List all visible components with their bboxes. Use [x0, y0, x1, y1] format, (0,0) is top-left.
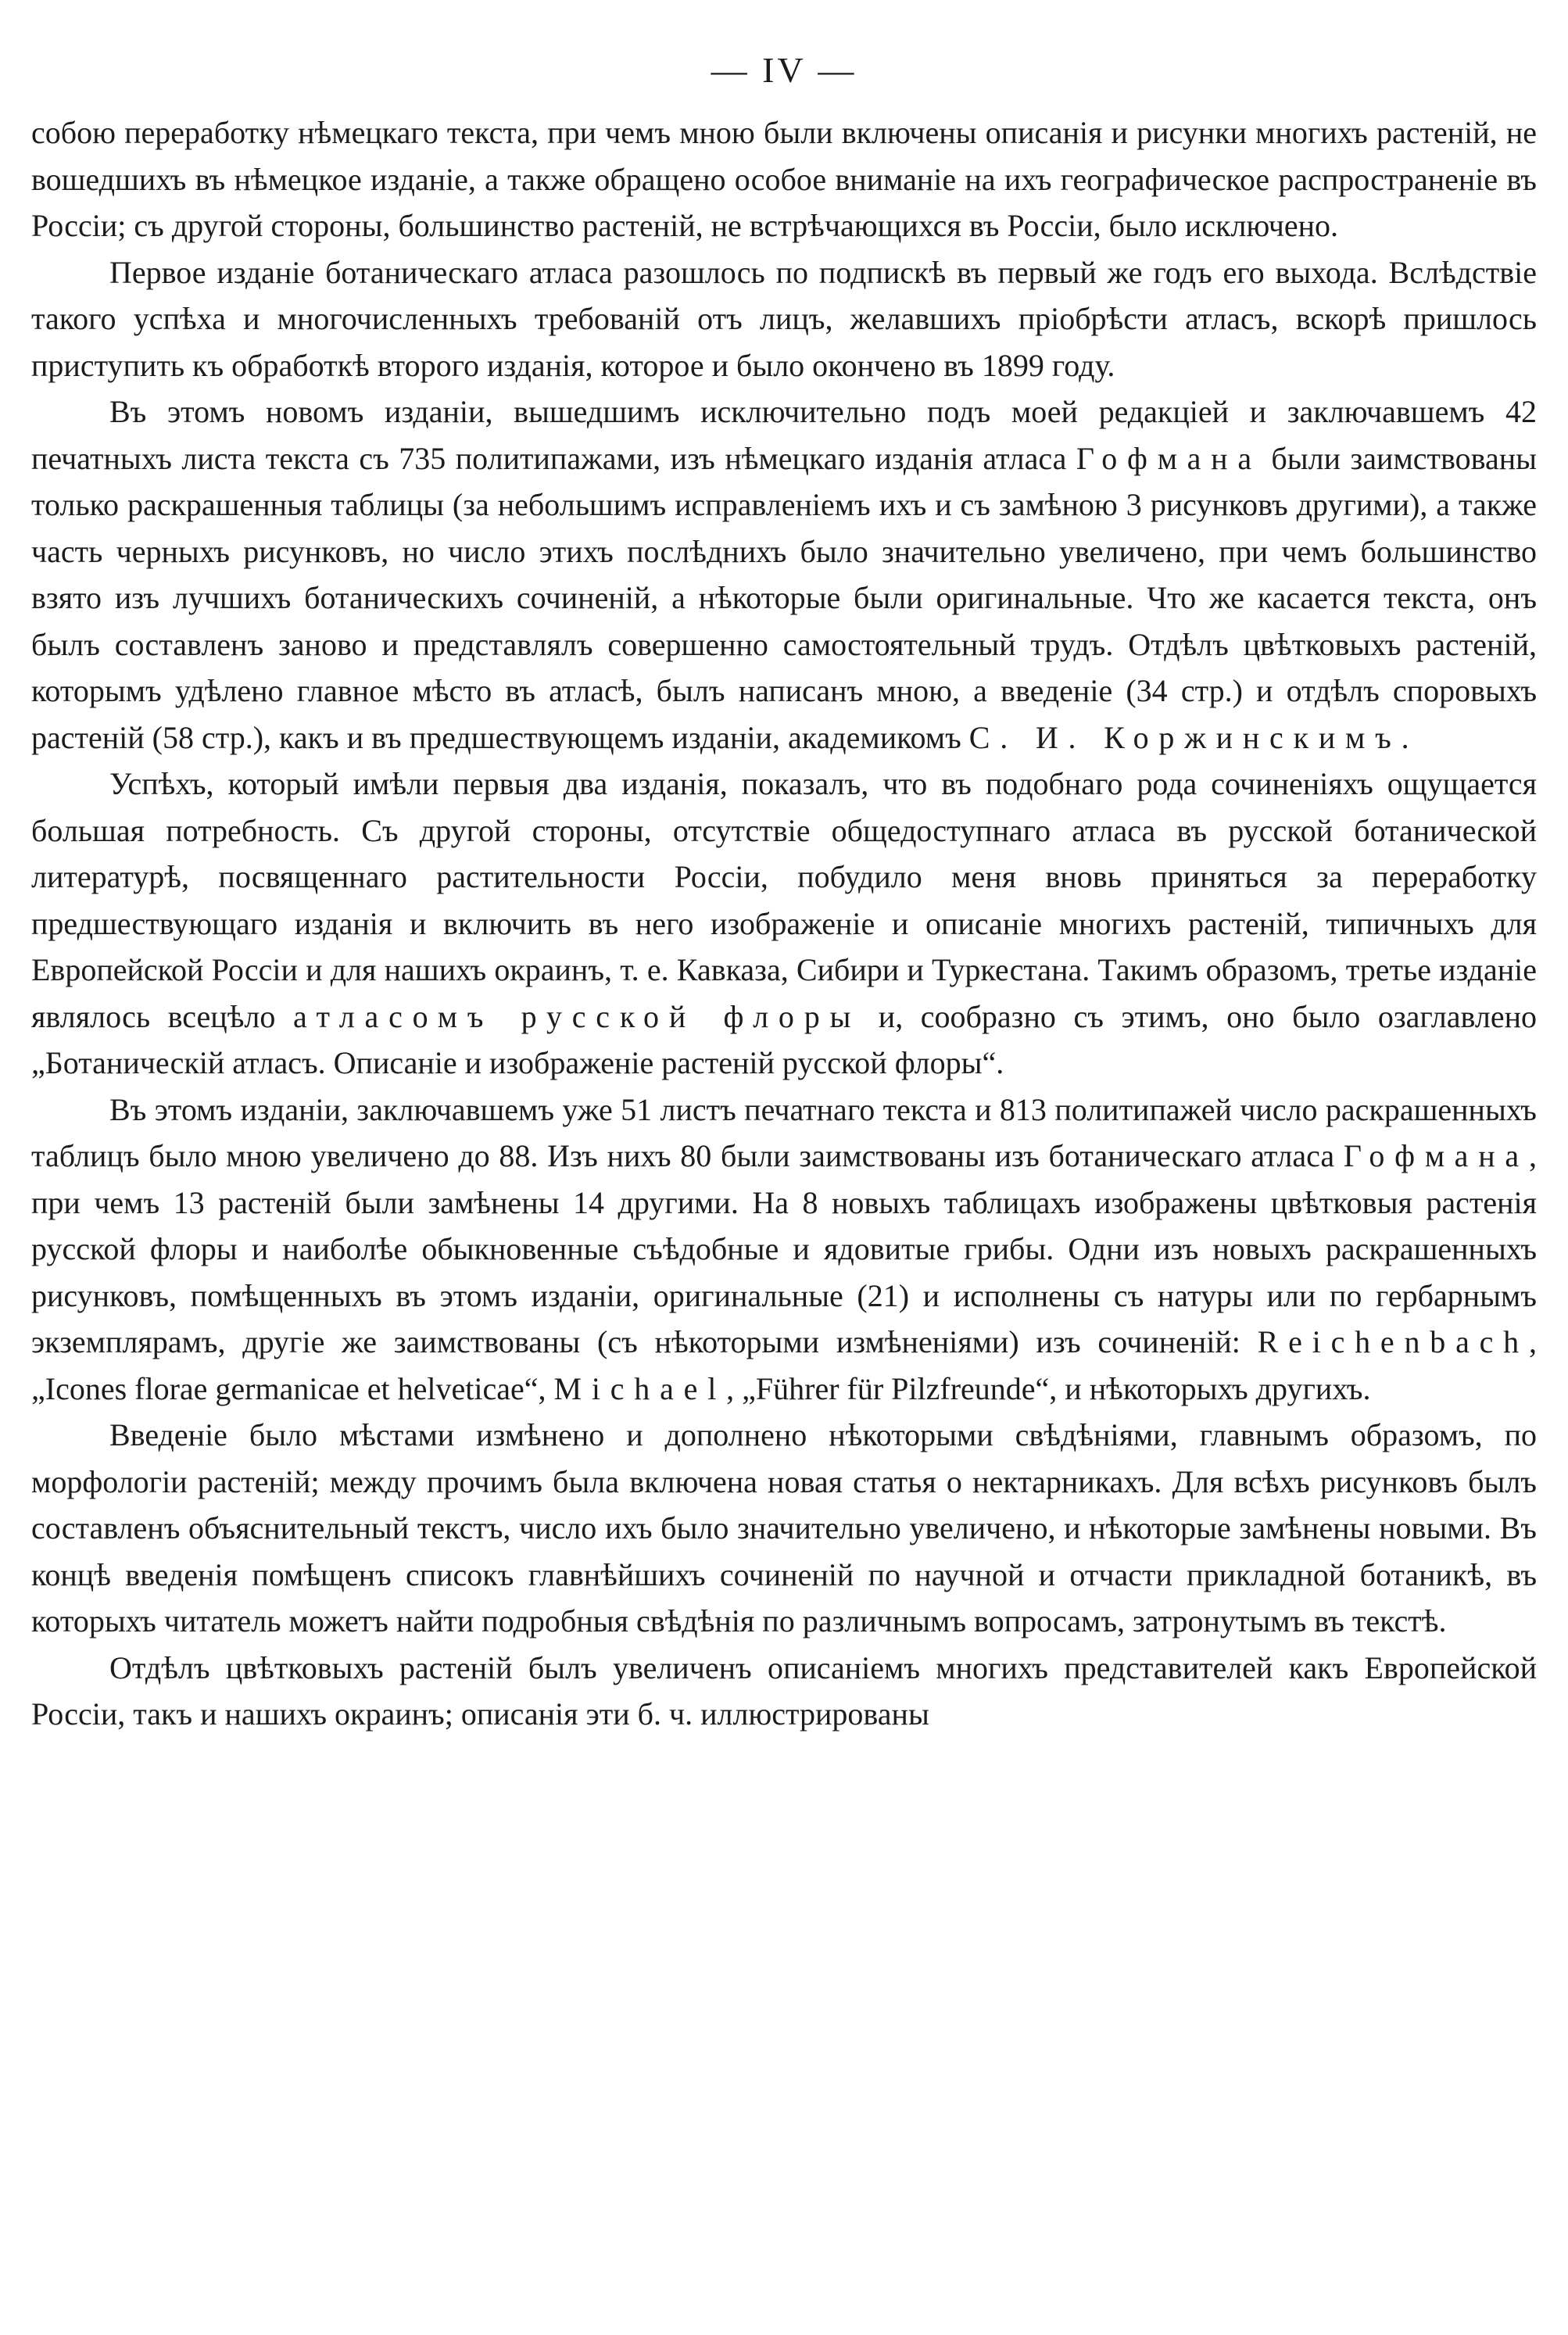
paragraph-text: , „Führer für Pilzfreunde“, и нѣкоторыхъ другихъ.	[726, 1370, 1371, 1406]
paragraph-text: , при чемъ 13 растеній были замѣнены 14 другими. На 8 новыхъ таблицахъ изображены цвѣтковыя растенія русской флоры и наиболѣе обыкновенные съѣдобные и ядовитые грибы. Одни изъ новыхъ раскрашенныхъ рисунковъ, помѣщенныхъ въ этомъ изданіи, оригинальные (21) и исполнены съ натуры или по гербарнымъ экземплярамъ, другіе же заимствованы (съ нѣкоторыми измѣненіями) изъ сочиненій:	[31, 1138, 1537, 1359]
paragraph-3	[31, 389, 1537, 761]
paragraph-text: Успѣхъ, который имѣли первыя два изданія, показалъ, что въ подобнаго рода сочиненіяхъ ощущается большая потребность. Съ другой стороны, отсутствіе общедоступнаго атласа въ русской ботанической литературѣ, посвященнаго растительности Россіи, побудило меня вновь приняться за переработку предшествующаго изданія и включить въ него изображеніе и описаніе многихъ растеній, типичныхъ для Европейской Россіи и для нашихъ окраинъ, т. е. Кавказа, Сибири и Туркестана. Такимъ образомъ, третье изданіе являлось всецѣло	[31, 766, 1537, 1034]
paragraph-text: Введеніе было мѣстами измѣнено и дополнено нѣкоторыми свѣдѣніями, главнымъ образомъ, по морфологіи растеній; между прочимъ была включена новая статья о нектарникахъ. Для всѣхъ рисунковъ былъ составленъ объяснительный текстъ, число ихъ было значительно увеличено, и нѣкоторые замѣнены новыми. Въ концѣ введенія помѣщенъ списокъ главнѣйшихъ сочиненій по научной и отчасти прикладной ботаникѣ, въ которыхъ читатель можетъ найти подробныя свѣдѣнія по различнымъ вопросамъ, затронутымъ въ текстѣ.	[31, 1417, 1537, 1638]
body-text	[31, 109, 1537, 1738]
spaced-emphasis-text: Гофмана	[1343, 1138, 1529, 1173]
paragraph-2	[31, 249, 1537, 389]
paragraph-text: Въ этомъ новомъ изданіи, вышедшимъ исключительно подъ моей редакціей и заключавшемъ 42 печатныхъ листа текста съ 735 политипажами, изъ нѣмецкаго изданія атласа	[31, 394, 1537, 476]
paragraph-text: Въ этомъ изданіи, заключавшемъ уже 51 листъ печатнаго текста и 813 политипажей число раскрашенныхъ таблицъ было мною увеличено до 88. Изъ нихъ 80 были заимствованы изъ ботаническаго атласа	[31, 1091, 1537, 1173]
paragraph-text: и, сообразно съ этимъ, оно было озаглавлено „Ботаническій атласъ. Описаніе и изображеніе растеній русской флоры“.	[31, 998, 1537, 1080]
spaced-emphasis-text: Гофмана	[1076, 440, 1262, 476]
paragraph-text: .	[1401, 719, 1409, 755]
spaced-emphasis-text: Reichenbach	[1257, 1324, 1529, 1359]
spaced-emphasis-text: атласомъ русской флоры	[292, 998, 861, 1034]
spaced-emphasis-text: С. И. Коржинскимъ	[968, 719, 1402, 755]
paragraph-text: Отдѣлъ цвѣтковыхъ растеній былъ увеличенъ описаніемъ многихъ представителей какъ Европейской Россіи, такъ и нашихъ окраинъ; описанія эти б. ч. иллюстрированы	[31, 1649, 1537, 1732]
paragraph-text: собою переработку нѣмецкаго текста, при чемъ мною были включены описанія и рисунки многихъ растеній, не вошедшихъ въ нѣмецкое изданіе, а также обращено особое вниманіе на ихъ географическое распространеніе въ Россіи; съ другой стороны, большинство растеній, не встрѣчающихся въ Россіи, было исключено.	[31, 115, 1537, 243]
paragraph-1	[31, 109, 1537, 249]
paragraph-5	[31, 1087, 1537, 1413]
paragraph-7	[31, 1645, 1537, 1738]
spaced-emphasis-text: Michael	[553, 1370, 727, 1406]
paragraph-text: , „Icones florae germanicae et helveticae“,	[31, 1324, 1537, 1406]
document-page	[31, 31, 1537, 2304]
paragraph-text: Первое изданіе ботаническаго атласа разошлось по подпискѣ въ первый же годъ его выхода. Вслѣдствіе такого успѣха и многочисленныхъ требованій отъ лицъ, желавшихъ пріобрѣсти атласъ, вскорѣ пришлось приступить къ обработкѣ второго изданія, которое и было окончено въ 1899 году.	[31, 254, 1537, 383]
paragraph-6	[31, 1412, 1537, 1645]
paragraph-text: были заимствованы только раскрашенныя таблицы (за небольшимъ исправленіемъ ихъ и съ замѣною 3 рисунковъ другими), а также часть черныхъ рисунковъ, но число этихъ послѣднихъ было значительно увеличено, при чемъ большинство взято изъ лучшихъ ботаническихъ сочиненій, а нѣкоторые были оригинальные. Что же касается текста, онъ былъ составленъ заново и представлялъ совершенно самостоятельный трудъ. Отдѣлъ цвѣтковыхъ растеній, которымъ удѣлено главное мѣсто въ атласѣ, былъ написанъ мною, а введеніе (34 стр.) и отдѣлъ споровыхъ растеній (58 стр.), какъ и въ предшествующемъ изданіи, академикомъ	[31, 440, 1537, 755]
paragraph-4	[31, 761, 1537, 1087]
page-number: — IV —	[711, 50, 857, 90]
